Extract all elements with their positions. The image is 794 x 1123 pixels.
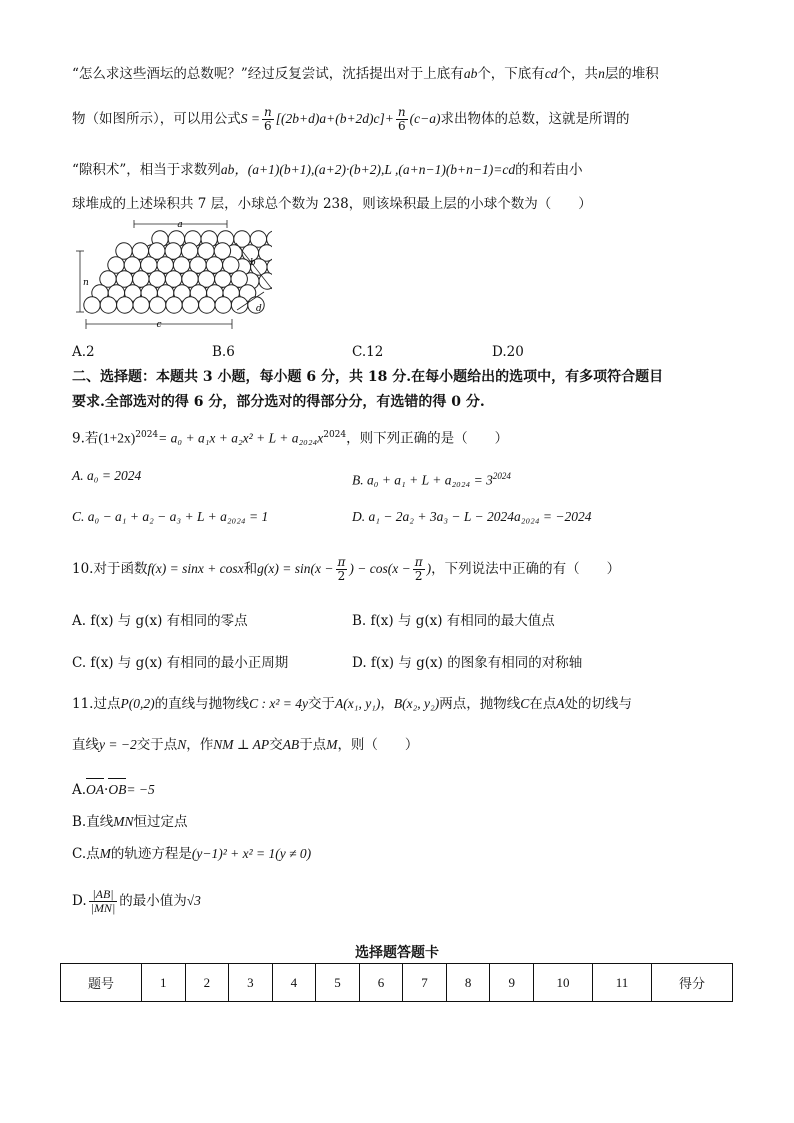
q11-text: 处的切线与 [564, 696, 632, 712]
frac-den: 2 [414, 569, 423, 583]
q9-choice-b[interactable] [352, 466, 511, 491]
q9-choice-c[interactable]: C. a₀ − a₁ + a₂ − a₃ + L + a₂₀₂₄ = 1 [72, 509, 269, 524]
q8-choice-c[interactable]: C.12 [352, 344, 384, 360]
answer-cell-6[interactable]: 6 [359, 964, 403, 1002]
q8-text: 求出物体的总数，这就是所谓的 [440, 111, 630, 127]
q8-line-1 [72, 64, 659, 84]
q11-b-text: B.直线 [72, 814, 114, 830]
ball-front [133, 297, 149, 313]
label-a: a [177, 220, 183, 230]
q8-text: 层的堆积 [604, 66, 659, 82]
q11-text: 交 [269, 737, 283, 753]
label-b: b [250, 258, 256, 268]
q11-text: 交于 [308, 696, 336, 712]
option-prefix: A. [72, 782, 87, 798]
ball-front [182, 297, 198, 313]
fraction-n-6 [396, 106, 408, 133]
q8-text: “怎么求这些酒坛的总数呢？”经过反复尝试，沈括提出对于上底有 [72, 66, 464, 82]
q11-choice-d[interactable] [72, 888, 201, 915]
answer-card-table [60, 963, 733, 1002]
q10-choice-b[interactable]: B. f(x) 与 g(x) 有相同的最大值点 [352, 613, 555, 629]
answer-card-header-row [61, 964, 733, 1002]
parabola-c: C : x² = 4y [249, 696, 309, 711]
sequence-formula: ab，(a+1)(b+1),(a+2)·(b+2),L ,(a+n−1)(b+n−1)=cd [220, 162, 516, 177]
fraction-n-6 [262, 106, 274, 133]
sqrt-3: √3 [186, 893, 201, 908]
q9-text: 9.若 [72, 430, 99, 447]
formula-s: S = [240, 111, 260, 126]
q11-text: 两点，抛物线 [439, 696, 521, 712]
q9-expansion: = a₀ + a₁x + a₂x² + L + a₂₀₂₄x [158, 430, 324, 446]
q11-text: 的直线与抛物线 [154, 696, 250, 712]
frac-num: n [397, 105, 406, 119]
q9-choice-d[interactable]: D. a₁ − 2a₂ + 3a₃ − L − 2024a₂₀₂₄ = −2024 [352, 509, 592, 524]
q11-text: 于点 [299, 737, 327, 753]
label-d: d [256, 304, 262, 314]
var-ab: ab [463, 66, 478, 81]
stacked-balls-figure [72, 217, 272, 337]
q11-choice-a[interactable] [72, 780, 155, 800]
answer-cell-1[interactable]: 1 [142, 964, 186, 1002]
q8-line-2 [72, 106, 629, 133]
q8-text: 物（如图所示），可以用公式 [72, 111, 241, 127]
q8-line-3 [72, 160, 583, 180]
var-n: n [598, 66, 605, 81]
q8-line-4: 球堆成的上述垛积共 7 层，小球总个数为 238，则该垛积最上层的小球个数为（ ） [72, 196, 592, 212]
ball-front [117, 297, 133, 313]
q11-text: 在点 [529, 696, 557, 712]
q11-text: 11.过点 [72, 696, 121, 712]
formula-tail: (c−a) [409, 111, 441, 126]
ball-front [149, 297, 165, 313]
ball-front [231, 297, 247, 313]
frac-den: 2 [337, 569, 346, 583]
formula-body: [(2b+d)a+(b+2d)c]+ [275, 111, 394, 126]
ball-front [166, 297, 182, 313]
point-a: A(x₁, y₁) [335, 696, 381, 711]
q8-choice-a[interactable]: A.2 [72, 344, 95, 360]
point-a: A [556, 696, 565, 711]
q11-b-text: 恒过定点 [133, 814, 188, 830]
ball-front [100, 297, 116, 313]
perp-relation: NM ⊥ AP [213, 737, 270, 752]
col-score[interactable]: 得分 [652, 964, 733, 1002]
answer-cell-5[interactable]: 5 [316, 964, 360, 1002]
q11-stem-line1 [72, 694, 632, 714]
vector-ob: OB [108, 780, 126, 800]
q10-g-def: ) [426, 561, 432, 576]
fraction-pi-2 [413, 556, 425, 583]
label-n: n [83, 278, 89, 288]
q11-c-text: C.点 [72, 846, 100, 862]
label-c: c [156, 320, 162, 330]
q10-f-def: f(x) = sinx + cosx [147, 561, 244, 576]
q11-choice-b[interactable] [72, 812, 187, 832]
frac-den: 6 [264, 119, 272, 133]
fraction-pi-2 [336, 556, 348, 583]
q8-choice-d[interactable]: D.20 [492, 344, 524, 360]
q11-c-text: 的轨迹方程是 [110, 846, 192, 862]
frac-num: π [414, 555, 423, 569]
q11-text: 交于点 [136, 737, 178, 753]
point-b: B(x₂, y₂) [393, 696, 440, 711]
q11-stem-line2 [72, 735, 418, 755]
frac-num: π [337, 555, 346, 569]
q10-choice-d[interactable]: D. f(x) 与 g(x) 的图象有相同的对称轴 [352, 655, 583, 671]
vector-oa: OA [86, 780, 104, 800]
q10-text: 10.对于函数 [72, 561, 148, 577]
q8-text: “隙积术”，相当于求数列 [72, 162, 221, 178]
q10-stem [72, 556, 620, 583]
col-question-no: 题号 [61, 964, 142, 1002]
q9-binomial: (1+2x) [98, 430, 136, 446]
locus-equation: (y−1)² + x² = 1(y ≠ 0) [191, 846, 312, 861]
q10-choice-c[interactable]: C. f(x) 与 g(x) 有相同的最小正周期 [72, 655, 289, 671]
answer-cell-11[interactable]: 11 [593, 964, 652, 1002]
answer-card-title: 选择题答题卡 [355, 945, 439, 961]
point-p: P(0,2) [120, 696, 155, 711]
ball-front [199, 297, 215, 313]
line-eq: y = −2 [99, 737, 137, 752]
point-n: N [177, 737, 187, 752]
section2-heading-line1: 二、选择题：本题共 3 小题，每小题 6 分，共 18 分.在每小题给出的选项中，有多项符合题目 [72, 369, 664, 385]
q8-text: 个，共 [557, 66, 599, 82]
q11-d-text: 的最小值为 [119, 893, 187, 909]
q11-text: ，则（ ） [337, 737, 419, 753]
q11-d-text: D. [72, 893, 87, 909]
answer-cell-9[interactable]: 9 [490, 964, 534, 1002]
q9-text: ，则下列正确的是（ ） [346, 430, 509, 447]
answer-cell-7[interactable]: 7 [403, 964, 447, 1002]
q9-exponent: 2024 [323, 430, 347, 440]
answer-cell-2[interactable]: 2 [185, 964, 229, 1002]
q9-b-text: B. a₀ + a₁ + L + a₂₀₂₄ = 3 [352, 472, 493, 488]
q9-choice-a[interactable]: A. a₀ = 2024 [72, 468, 142, 483]
segment-ab: AB [282, 737, 300, 752]
line-mn: MN [113, 814, 134, 829]
q11-text: 直线 [72, 737, 99, 753]
q9-exponent: 2024 [135, 430, 159, 440]
answer-cell-4[interactable]: 4 [272, 964, 316, 1002]
parabola-c: C [520, 696, 530, 711]
q8-text: 的和若由小 [515, 162, 583, 178]
answer-cell-3[interactable]: 3 [229, 964, 273, 1002]
ball-front [215, 297, 231, 313]
q10-choice-a[interactable]: A. f(x) 与 g(x) 有相同的零点 [72, 613, 248, 629]
var-cd: cd [544, 66, 558, 81]
q11-text: ，作 [186, 737, 214, 753]
frac-num: n [264, 105, 272, 119]
section2-heading-line2: 要求.全部选对的得 6 分，部分选对的得部分分，有选错的得 0 分. [72, 394, 485, 410]
q10-text: ，下列说法中正确的有（ ） [431, 561, 621, 577]
ball-front [84, 297, 100, 313]
answer-cell-10[interactable]: 10 [534, 964, 593, 1002]
q8-text: 个，下底有 [477, 66, 545, 82]
q9-b-exponent: 2024 [492, 471, 511, 481]
q10-text: 和 [243, 561, 258, 577]
q11-a-rest: = −5 [126, 782, 155, 797]
frac-num: |AB| [89, 888, 118, 902]
q10-g-def: g(x) = sin(x − [257, 561, 334, 576]
q8-choice-b[interactable]: B.6 [212, 344, 235, 360]
frac-den: |MN| [90, 901, 116, 915]
answer-cell-8[interactable]: 8 [446, 964, 490, 1002]
fraction-ab-mn [89, 888, 118, 915]
q10-g-def: ) − cos(x − [349, 561, 411, 576]
q11-choice-c[interactable] [72, 844, 311, 864]
point-m: M [99, 846, 111, 861]
dot-operator: · [104, 782, 109, 798]
frac-den: 6 [397, 119, 406, 133]
q9-stem [72, 425, 508, 449]
point-m: M [326, 737, 338, 752]
q11-text: ， [380, 696, 394, 712]
